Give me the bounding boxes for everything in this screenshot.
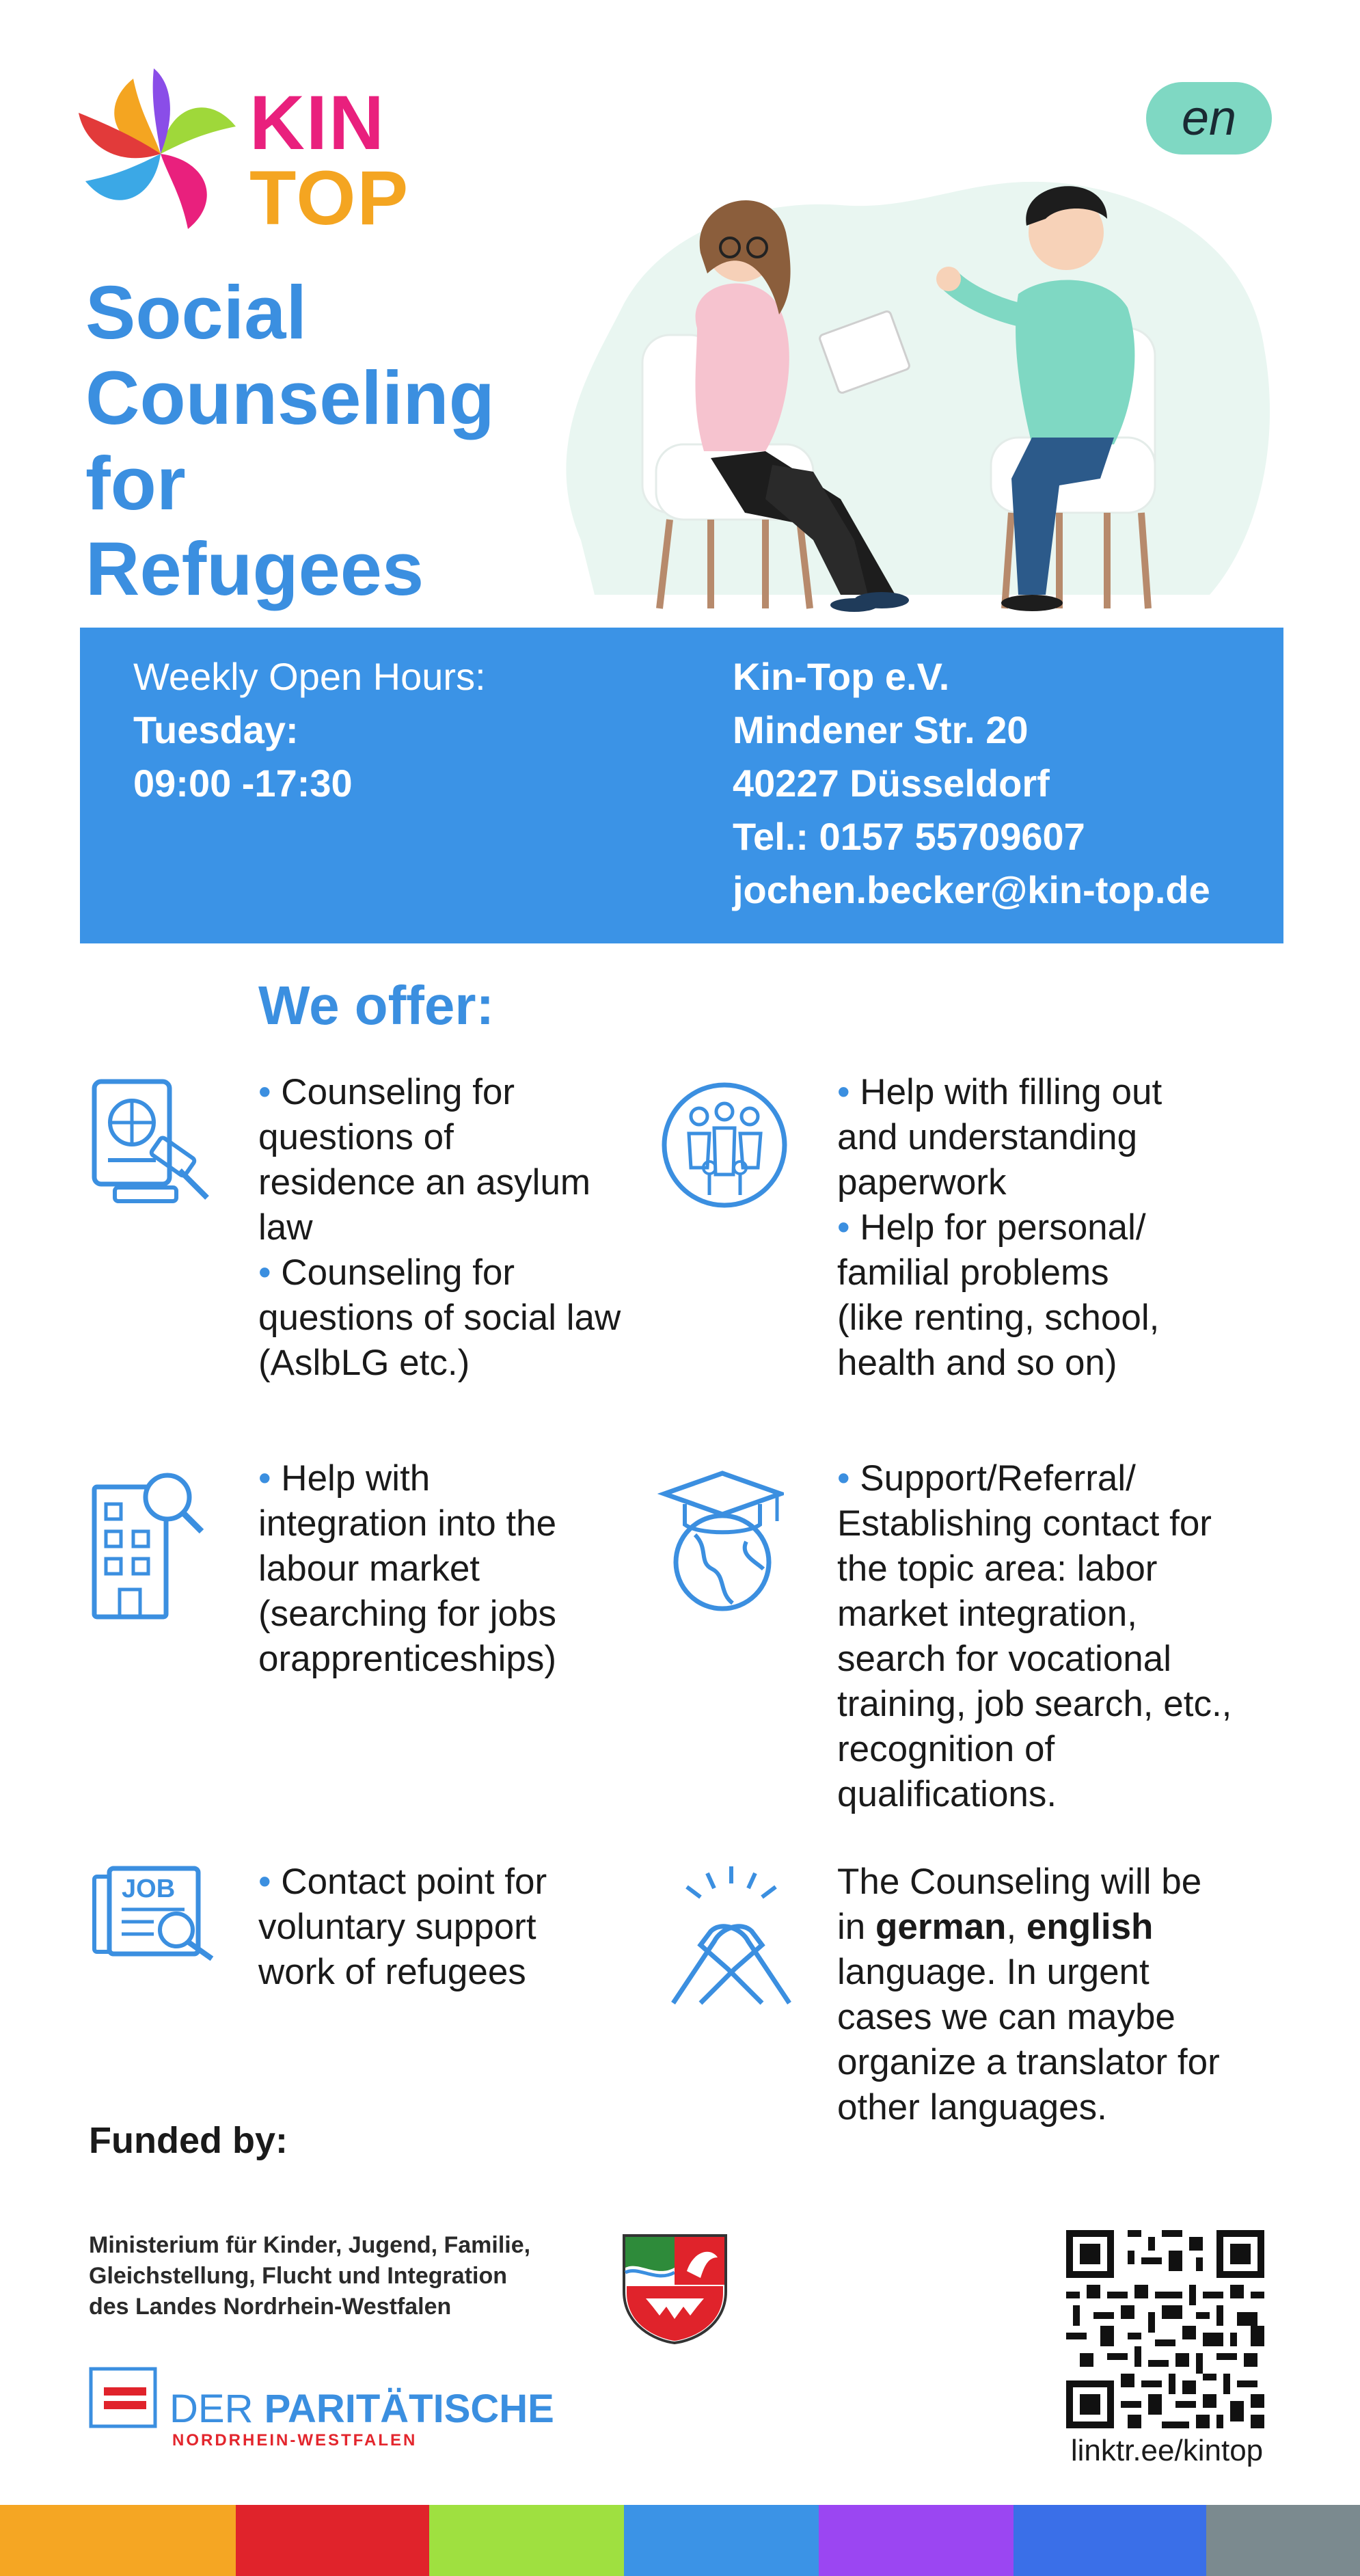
bullet: • [258,1072,271,1112]
phone[interactable]: Tel.: 0157 55709607 [733,815,1085,858]
paritaetische-logo [89,2367,554,2456]
service-asylum-law [258,1070,621,1386]
handshake-icon [659,1860,803,2010]
service-line: Establishing contact for [837,1503,1212,1544]
service-languages [837,1860,1220,2130]
job-newspaper-icon [89,1863,222,1962]
title-line: Refugees [85,527,424,611]
bullet: • [837,1072,850,1112]
stripe-royal-blue [1014,2505,1206,2576]
offer-heading: We offer: [258,975,495,1036]
language-badge[interactable]: en [1146,82,1272,155]
service-line: Contact point for [281,1862,547,1902]
service-line: Help for personal/ [860,1207,1146,1248]
bullet: • [258,1252,271,1293]
stripe-purple [819,2505,1014,2576]
service-line: The Counseling will be [837,1862,1202,1902]
logo-line1: KIN [249,80,385,165]
service-line: questions of social law [258,1298,621,1338]
service-line: language. In urgent [837,1952,1150,1992]
stripe-blue [624,2505,819,2576]
service-line: and understanding [837,1117,1138,1157]
family-group-icon [658,1079,791,1212]
hours-label: Weekly Open Hours: [133,655,486,698]
city: 40227 Düsseldorf [733,762,1050,805]
bullet: • [258,1458,271,1499]
service-line: , [1006,1907,1026,1947]
service-line: (like renting, school, [837,1298,1160,1338]
ministry-name [89,2230,530,2322]
service-line: questions of [258,1117,454,1157]
ministry-line: Ministerium für Kinder, Jugend, Familie, [89,2232,531,2258]
service-line: law [258,1207,313,1248]
title-line: Social [85,271,308,355]
stripe-orange [0,2505,236,2576]
hours-time: 09:00 -17:30 [133,762,353,805]
service-line: qualifications. [837,1774,1057,1814]
service-line: labour market [258,1548,480,1589]
service-line: Help with [281,1458,431,1499]
linktree-link[interactable]: linktr.ee/kintop [1070,2434,1264,2467]
footer-color-stripes [0,2505,1360,2576]
service-line: (AslbLG etc.) [258,1343,470,1383]
service-paperwork [837,1070,1162,1386]
contact-address [733,650,1210,917]
service-line: voluntary support [258,1907,536,1947]
service-line: the topic area: labor [837,1548,1158,1589]
title-line: Counseling [85,356,495,440]
opening-hours [133,650,486,810]
service-line: Counseling for [281,1072,515,1112]
title-line: for [85,442,186,526]
building-search-icon [89,1466,208,1624]
service-line: health and so on) [837,1343,1117,1383]
bullet: • [258,1862,271,1902]
service-line: cases we can maybe [837,1997,1175,2037]
service-line: training, job search, etc., [837,1684,1232,1724]
language-german: german [875,1907,1007,1947]
service-labour-market [258,1456,556,1682]
service-line: familial problems [837,1252,1109,1293]
paritaetische-region: NORDRHEIN-WESTFALEN [172,2431,418,2450]
job-icon-text: JOB [122,1875,176,1903]
globe-graduation-icon [657,1466,784,1613]
funded-by-heading: Funded by: [89,2120,288,2161]
passport-gavel-icon [87,1075,214,1211]
service-line: residence an asylum [258,1162,591,1203]
service-line: Help with filling out [860,1072,1162,1112]
paritaetische-prefix: DER [169,2387,264,2431]
service-line: other languages. [837,2087,1107,2128]
service-line: work of refugees [258,1952,526,1992]
service-line: (searching for jobs [258,1594,556,1634]
bullet: • [837,1207,850,1248]
hours-day: Tuesday: [133,708,299,751]
service-line: paperwork [837,1162,1007,1203]
language-english: english [1026,1907,1154,1947]
nrw-coat-of-arms-icon [618,2230,731,2346]
ministry-line: Gleichstellung, Flucht und Integration [89,2263,507,2289]
email-link[interactable]: jochen.becker@kin-top.de [733,868,1210,911]
stripe-red [236,2505,429,2576]
stripe-green [429,2505,624,2576]
service-line: Support/Referral/ [860,1458,1136,1499]
service-line: in [837,1907,875,1947]
pinwheel-icon [72,65,249,243]
bullet: • [837,1458,850,1499]
service-referral [837,1456,1232,1817]
qr-code[interactable] [1066,2230,1264,2428]
kin-top-logo [72,65,427,243]
service-line: organize a translator for [837,2042,1220,2082]
counseling-illustration [540,157,1285,622]
service-line: integration into the [258,1503,557,1544]
page-title [85,270,577,612]
service-line: recognition of [837,1729,1055,1769]
org-name: Kin-Top e.V. [733,655,950,698]
service-line: market integration, [837,1594,1137,1634]
street: Mindener Str. 20 [733,708,1029,751]
service-voluntary-work [258,1860,547,1995]
service-line: Counseling for [281,1252,515,1293]
paritaetische-name: PARITÄTISCHE [264,2387,554,2431]
info-bar [80,628,1283,943]
stripe-gray [1206,2505,1360,2576]
ministry-line: des Landes Nordrhein-Westfalen [89,2294,452,2320]
service-line: orapprenticeships) [258,1639,557,1679]
paritaetische-mark-icon [89,2367,157,2428]
logo-line2: TOP [249,155,410,241]
service-line: search for vocational [837,1639,1172,1679]
